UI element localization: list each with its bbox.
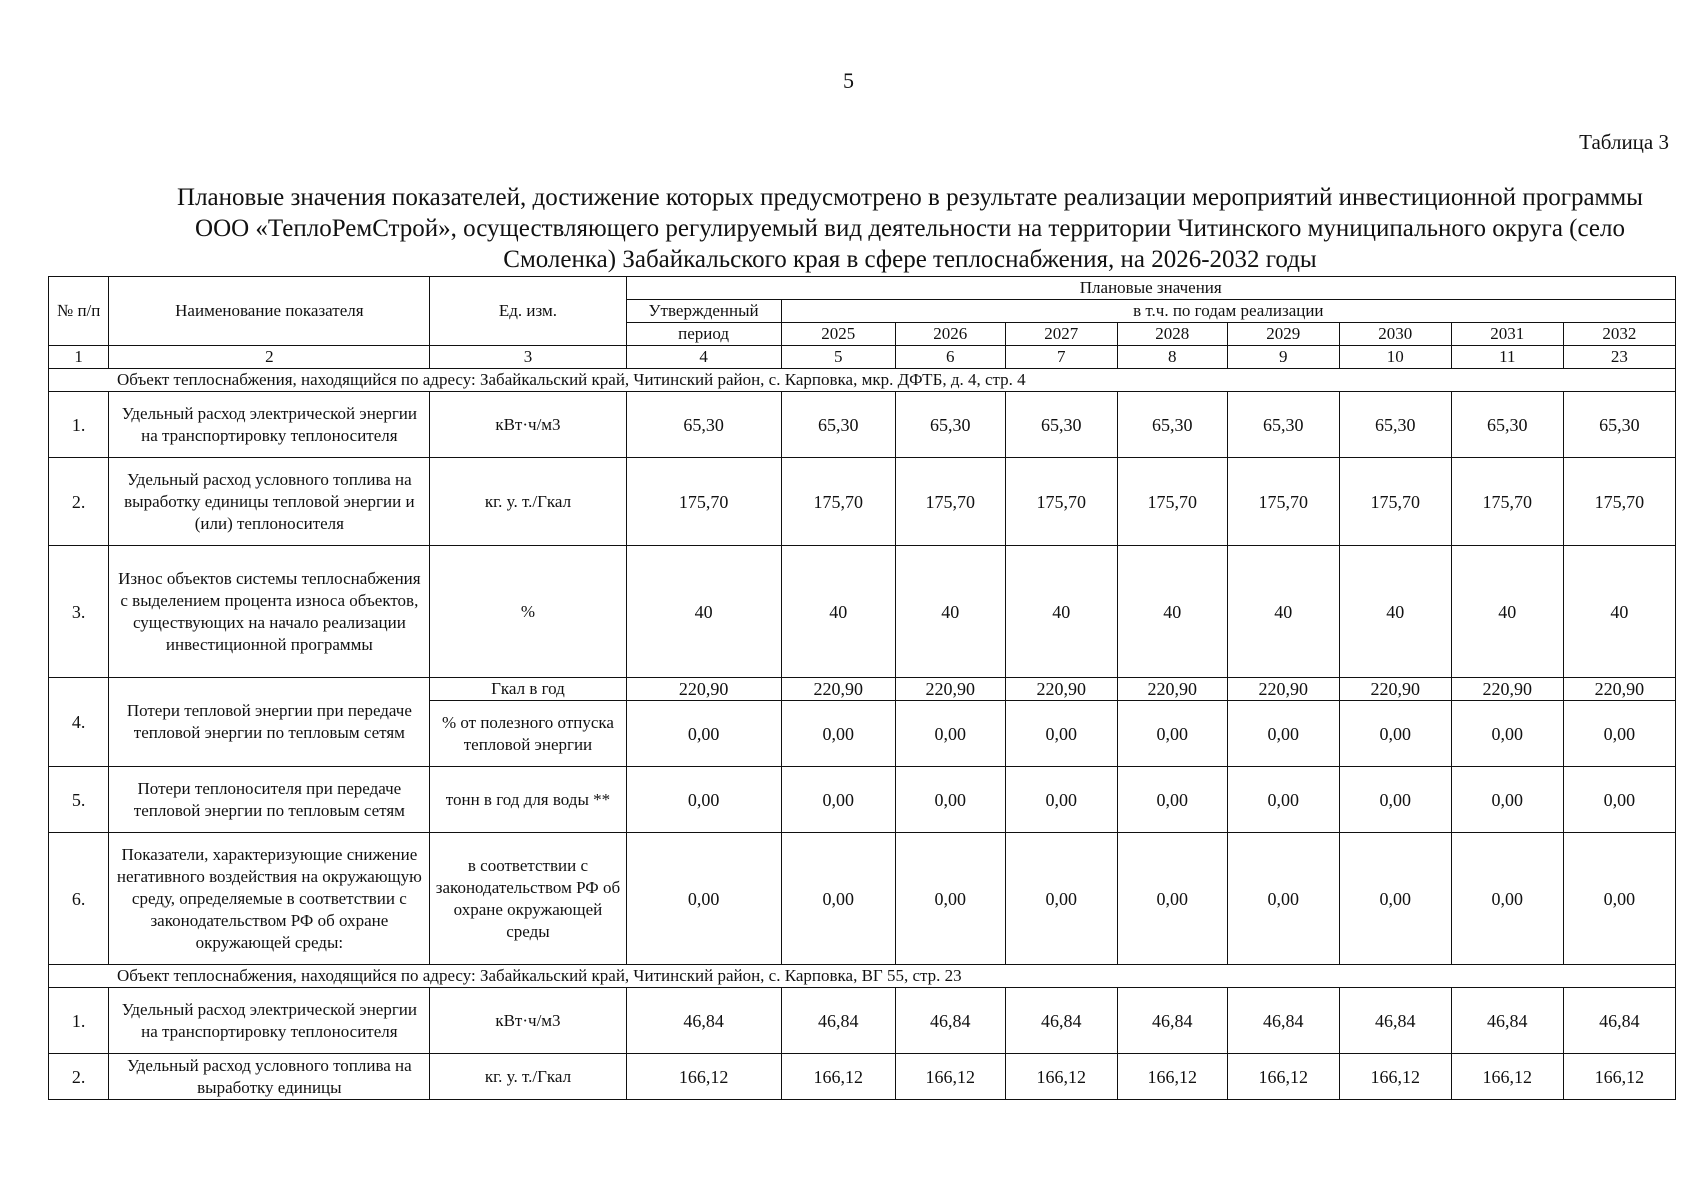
row-number: 2.	[49, 1054, 109, 1100]
value-cell: 0,00	[1451, 767, 1563, 833]
row-number: 2.	[49, 458, 109, 546]
value-cell: 220,90	[1117, 678, 1227, 701]
indicator-unit: %	[430, 546, 626, 678]
value-cell: 0,00	[1005, 701, 1117, 767]
value-cell: 65,30	[895, 392, 1005, 458]
value-cell: 0,00	[1563, 833, 1675, 965]
value-cell: 175,70	[1227, 458, 1339, 546]
value-cell: 40	[1339, 546, 1451, 678]
indicator-name: Потери теплоносителя при передаче тепловой энергии по тепловым сетям	[109, 767, 430, 833]
value-cell: 0,00	[1563, 767, 1675, 833]
indicator-name: Удельный расход условного топлива на выработку единицы	[109, 1054, 430, 1100]
indicator-name: Потери тепловой энергии при передаче тепловой энергии по тепловым сетям	[109, 678, 430, 767]
indicator-name: Удельный расход условного топлива на выработку единицы тепловой энергии и (или) теплоносителя	[109, 458, 430, 546]
value-cell: 65,30	[1563, 392, 1675, 458]
value-cell: 0,00	[1005, 767, 1117, 833]
value-cell: 220,90	[626, 678, 781, 701]
column-index: 9	[1227, 346, 1339, 369]
value-cell: 175,70	[1005, 458, 1117, 546]
value-cell: 65,30	[1339, 392, 1451, 458]
indicator-unit: Гкал в год	[430, 678, 626, 701]
column-index: 7	[1005, 346, 1117, 369]
header-year: 2027	[1005, 323, 1117, 346]
value-cell: 0,00	[626, 767, 781, 833]
value-cell: 40	[1005, 546, 1117, 678]
value-cell: 0,00	[1117, 767, 1227, 833]
value-cell: 0,00	[1451, 701, 1563, 767]
value-cell: 175,70	[1117, 458, 1227, 546]
header-num: № п/п	[49, 277, 109, 346]
value-cell: 0,00	[781, 701, 895, 767]
value-cell: 40	[781, 546, 895, 678]
column-index: 11	[1451, 346, 1563, 369]
value-cell: 175,70	[1563, 458, 1675, 546]
row-number: 1.	[49, 392, 109, 458]
header-year: 2031	[1451, 323, 1563, 346]
value-cell: 0,00	[895, 833, 1005, 965]
indicator-name: Удельный расход электрической энергии на транспортировку теплоносителя	[109, 392, 430, 458]
value-cell: 0,00	[1451, 833, 1563, 965]
value-cell: 46,84	[781, 988, 895, 1054]
object-1-title: Объект теплоснабжения, находящийся по адресу: Забайкальский край, Читинский район, с. Карповка, мкр. ДФТБ, д. 4, стр. 4	[49, 369, 1676, 392]
value-cell: 166,12	[1117, 1054, 1227, 1100]
indicator-unit: тонн в год для воды **	[430, 767, 626, 833]
value-cell: 65,30	[1005, 392, 1117, 458]
value-cell: 40	[626, 546, 781, 678]
value-cell: 46,84	[1005, 988, 1117, 1054]
value-cell: 65,30	[781, 392, 895, 458]
column-index: 3	[430, 346, 626, 369]
header-planned: Плановые значения	[626, 277, 1676, 300]
header-year: 2025	[781, 323, 895, 346]
row-number: 5.	[49, 767, 109, 833]
value-cell: 40	[1117, 546, 1227, 678]
value-cell: 46,84	[1451, 988, 1563, 1054]
value-cell: 166,12	[781, 1054, 895, 1100]
value-cell: 175,70	[1339, 458, 1451, 546]
header-year: 2029	[1227, 323, 1339, 346]
value-cell: 46,84	[1117, 988, 1227, 1054]
header-approved-line2: период	[626, 323, 781, 346]
header-year: 2030	[1339, 323, 1451, 346]
value-cell: 0,00	[1117, 701, 1227, 767]
value-cell: 220,90	[1227, 678, 1339, 701]
value-cell: 40	[1227, 546, 1339, 678]
value-cell: 65,30	[626, 392, 781, 458]
column-index: 6	[895, 346, 1005, 369]
header-unit: Ед. изм.	[430, 277, 626, 346]
indicator-unit: кг. у. т./Гкал	[430, 458, 626, 546]
value-cell: 166,12	[1227, 1054, 1339, 1100]
column-index: 8	[1117, 346, 1227, 369]
value-cell: 46,84	[1339, 988, 1451, 1054]
header-name: Наименование показателя	[109, 277, 430, 346]
value-cell: 220,90	[895, 678, 1005, 701]
value-cell: 166,12	[1563, 1054, 1675, 1100]
column-index: 2	[109, 346, 430, 369]
value-cell: 220,90	[781, 678, 895, 701]
value-cell: 0,00	[1227, 767, 1339, 833]
value-cell: 0,00	[1227, 701, 1339, 767]
value-cell: 0,00	[781, 833, 895, 965]
indicator-unit: % от полезного отпуска тепловой энергии	[430, 701, 626, 767]
value-cell: 0,00	[1339, 767, 1451, 833]
value-cell: 40	[1563, 546, 1675, 678]
value-cell: 166,12	[1451, 1054, 1563, 1100]
value-cell: 166,12	[626, 1054, 781, 1100]
value-cell: 0,00	[626, 833, 781, 965]
header-by-years: в т.ч. по годам реализации	[781, 300, 1675, 323]
header-year: 2026	[895, 323, 1005, 346]
row-number: 3.	[49, 546, 109, 678]
row-number: 6.	[49, 833, 109, 965]
value-cell: 46,84	[1227, 988, 1339, 1054]
indicators-table-wrap	[48, 276, 1676, 1100]
column-index: 23	[1563, 346, 1675, 369]
value-cell: 166,12	[895, 1054, 1005, 1100]
value-cell: 175,70	[1451, 458, 1563, 546]
row-number: 1.	[49, 988, 109, 1054]
value-cell: 46,84	[1563, 988, 1675, 1054]
value-cell: 65,30	[1117, 392, 1227, 458]
value-cell: 220,90	[1563, 678, 1675, 701]
value-cell: 220,90	[1339, 678, 1451, 701]
value-cell: 46,84	[626, 988, 781, 1054]
value-cell: 40	[895, 546, 1005, 678]
value-cell: 65,30	[1227, 392, 1339, 458]
value-cell: 175,70	[895, 458, 1005, 546]
column-index: 4	[626, 346, 781, 369]
value-cell: 0,00	[1339, 701, 1451, 767]
header-year: 2032	[1563, 323, 1675, 346]
column-index: 10	[1339, 346, 1451, 369]
indicator-unit: кг. у. т./Гкал	[430, 1054, 626, 1100]
indicator-name: Износ объектов системы теплоснабжения с выделением процента износа объектов, существующих на начало реализации инвестиционной программы	[109, 546, 430, 678]
indicator-name: Удельный расход электрической энергии на транспортировку теплоносителя	[109, 988, 430, 1054]
value-cell: 175,70	[781, 458, 895, 546]
value-cell: 166,12	[1005, 1054, 1117, 1100]
value-cell: 0,00	[781, 767, 895, 833]
header-approved-line1: Утвержденный	[626, 300, 781, 323]
indicators-table	[48, 276, 1676, 1100]
column-index: 1	[49, 346, 109, 369]
row-number: 4.	[49, 678, 109, 767]
value-cell: 40	[1451, 546, 1563, 678]
indicator-unit: кВт·ч/м3	[430, 988, 626, 1054]
value-cell: 0,00	[1005, 833, 1117, 965]
page-number: 5	[843, 68, 854, 93]
value-cell: 220,90	[1451, 678, 1563, 701]
table-label: Таблица 3	[1579, 130, 1669, 154]
value-cell: 65,30	[1451, 392, 1563, 458]
value-cell: 0,00	[1117, 833, 1227, 965]
value-cell: 0,00	[895, 701, 1005, 767]
indicator-unit: кВт·ч/м3	[430, 392, 626, 458]
indicator-name: Показатели, характеризующие снижение негативного воздействия на окружающую среду, определяемые в соответствии с законодательством РФ об охране окружающей среды:	[109, 833, 430, 965]
value-cell: 0,00	[895, 767, 1005, 833]
value-cell: 0,00	[1227, 833, 1339, 965]
value-cell: 46,84	[895, 988, 1005, 1054]
value-cell: 220,90	[1005, 678, 1117, 701]
header-year: 2028	[1117, 323, 1227, 346]
column-index: 5	[781, 346, 895, 369]
object-2-title: Объект теплоснабжения, находящийся по адресу: Забайкальский край, Читинский район, с. Карповка, ВГ 55, стр. 23	[49, 965, 1676, 988]
document-title: Плановые значения показателей, достижение которых предусмотрено в результате реализации мероприятий инвестиционной программы ООО «ТеплоРемСтрой», осуществляющего регулируемый вид деятельности на территории Читинского муниципального округа (село Смоленка) Забайкальского края в сфере теплоснабжения, на 2026-2032 годы	[177, 184, 1643, 273]
value-cell: 166,12	[1339, 1054, 1451, 1100]
value-cell: 0,00	[1339, 833, 1451, 965]
value-cell: 175,70	[626, 458, 781, 546]
value-cell: 0,00	[1563, 701, 1675, 767]
value-cell: 0,00	[626, 701, 781, 767]
indicator-unit: в соответствии с законодательством РФ об охране окружающей среды	[430, 833, 626, 965]
